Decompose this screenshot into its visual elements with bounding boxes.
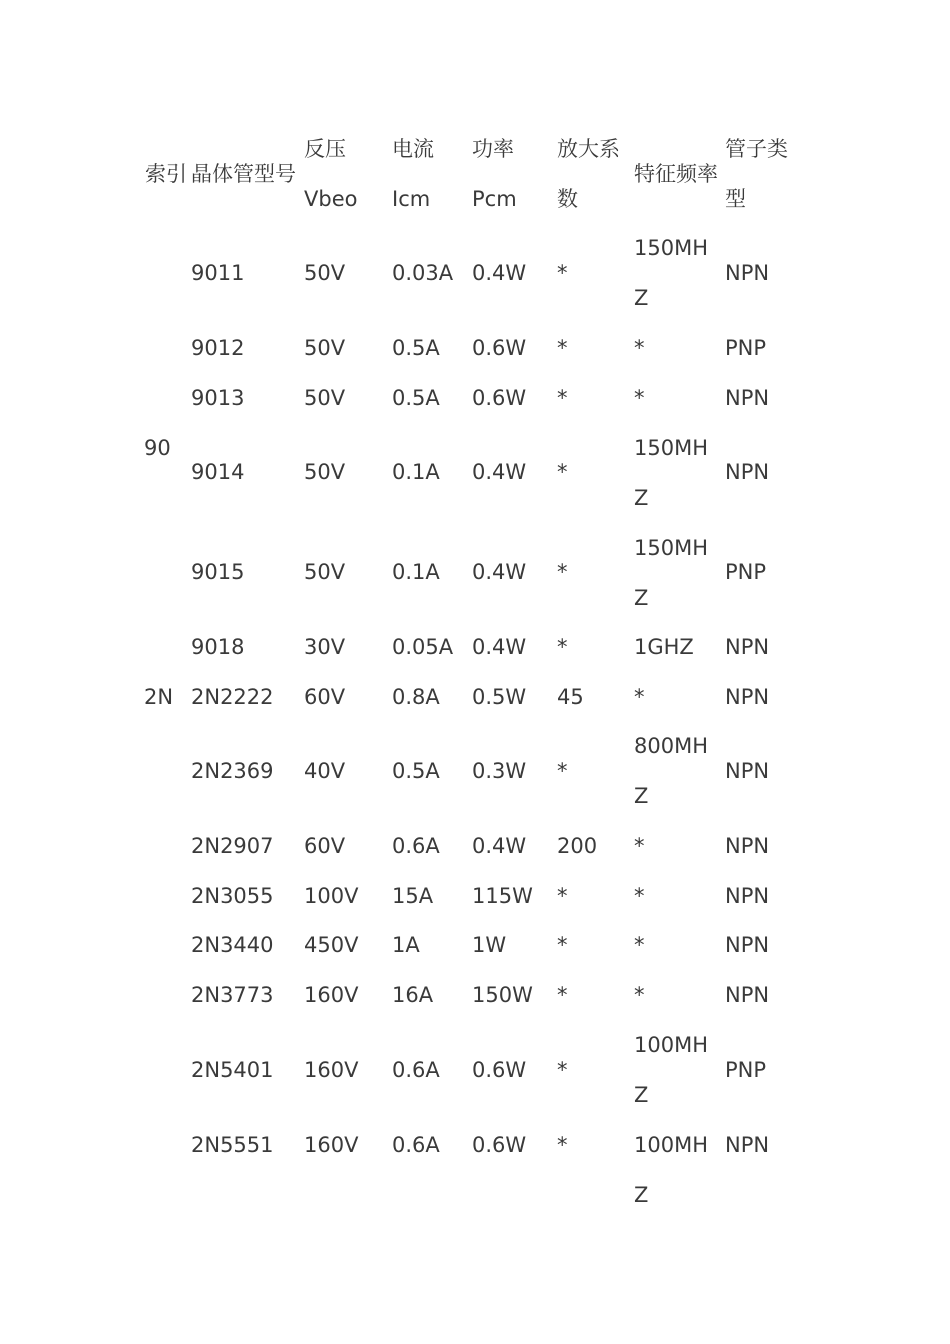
cell-icm: 0.1A	[392, 560, 440, 584]
cell-icm: 0.5A	[392, 386, 440, 410]
header-ft: 特征频率	[634, 162, 718, 186]
cell-type: NPN	[725, 261, 770, 285]
cell-hfe: *	[557, 261, 568, 285]
cell-pcm: 115W	[472, 884, 533, 908]
table-row	[0, 822, 950, 872]
cell-vbeo: 50V	[304, 386, 346, 410]
cell-ft: *	[634, 386, 645, 410]
cell-type: NPN	[725, 635, 770, 659]
group-label-2n: 2N	[144, 685, 174, 709]
cell-model: 2N2907	[191, 834, 274, 858]
cell-ft: *	[634, 884, 645, 908]
cell-pcm: 0.4W	[472, 834, 527, 858]
cell-hfe: *	[557, 933, 568, 957]
header-icm-en: Icm	[392, 187, 431, 211]
cell-hfe: 45	[557, 685, 584, 709]
cell-pcm: 0.6W	[472, 386, 527, 410]
cell-icm: 0.1A	[392, 460, 440, 484]
cell-model: 9013	[191, 386, 245, 410]
cell-model: 9014	[191, 460, 245, 484]
cell-model: 9018	[191, 635, 245, 659]
group-label-90: 90	[144, 436, 171, 460]
cell-vbeo: 160V	[304, 1058, 359, 1082]
cell-vbeo: 160V	[304, 1133, 359, 1157]
cell-type: NPN	[725, 834, 770, 858]
table-row	[0, 921, 950, 971]
cell-ft: 800MHZ	[634, 734, 708, 808]
cell-icm: 0.03A	[392, 261, 454, 285]
cell-icm: 0.6A	[392, 1058, 440, 1082]
cell-icm: 15A	[392, 884, 434, 908]
cell-vbeo: 50V	[304, 460, 346, 484]
cell-icm: 0.6A	[392, 834, 440, 858]
table-row	[0, 374, 950, 424]
cell-type: NPN	[725, 685, 770, 709]
cell-pcm: 1W	[472, 933, 507, 957]
cell-type: NPN	[725, 759, 770, 783]
cell-hfe: *	[557, 460, 568, 484]
cell-model: 2N5551	[191, 1133, 274, 1157]
cell-vbeo: 160V	[304, 983, 359, 1007]
cell-hfe: *	[557, 759, 568, 783]
header-pcm-en: Pcm	[472, 187, 517, 211]
cell-type: NPN	[725, 884, 770, 908]
cell-type: NPN	[725, 983, 770, 1007]
cell-ft: 150MHZ	[634, 436, 708, 510]
cell-type: NPN	[725, 933, 770, 957]
header-pcm-cn: 功率	[472, 137, 514, 161]
cell-vbeo: 60V	[304, 685, 346, 709]
cell-pcm: 0.3W	[472, 759, 527, 783]
cell-hfe: *	[557, 1058, 568, 1082]
cell-ft: *	[634, 336, 645, 360]
table-row	[0, 1021, 950, 1121]
cell-hfe: *	[557, 983, 568, 1007]
cell-hfe: *	[557, 635, 568, 659]
cell-pcm: 0.6W	[472, 1058, 527, 1082]
cell-vbeo: 50V	[304, 336, 346, 360]
cell-pcm: 0.5W	[472, 685, 527, 709]
table-header-row	[0, 125, 950, 225]
table-row	[0, 524, 950, 624]
table-row	[0, 673, 950, 723]
cell-model: 9011	[191, 261, 245, 285]
cell-vbeo: 100V	[304, 884, 359, 908]
header-hfe-line2: 数	[557, 187, 578, 211]
header-type-line1: 管子类	[725, 137, 788, 161]
cell-pcm: 150W	[472, 983, 533, 1007]
cell-model: 9015	[191, 560, 245, 584]
header-index: 索引	[145, 162, 187, 186]
cell-hfe: *	[557, 560, 568, 584]
cell-ft: *	[634, 983, 645, 1007]
cell-ft: *	[634, 834, 645, 858]
cell-model: 2N2369	[191, 759, 274, 783]
header-hfe-line1: 放大系	[557, 137, 620, 161]
table-row	[0, 971, 950, 1021]
header-vbeo-en: Vbeo	[304, 187, 358, 211]
cell-icm: 0.5A	[392, 759, 440, 783]
cell-ft: 1GHZ	[634, 635, 694, 659]
cell-model: 9012	[191, 336, 245, 360]
cell-model: 2N3773	[191, 983, 274, 1007]
cell-vbeo: 450V	[304, 933, 359, 957]
header-vbeo-cn: 反压	[304, 137, 346, 161]
cell-model: 2N2222	[191, 685, 274, 709]
cell-type: PNP	[725, 336, 767, 360]
cell-ft: *	[634, 933, 645, 957]
table-row	[0, 324, 950, 374]
cell-pcm: 0.4W	[472, 635, 527, 659]
cell-icm: 0.6A	[392, 1133, 440, 1157]
header-icm-cn: 电流	[392, 137, 434, 161]
cell-model: 2N3440	[191, 933, 274, 957]
cell-pcm: 0.6W	[472, 336, 527, 360]
cell-pcm: 0.4W	[472, 460, 527, 484]
cell-hfe: *	[557, 884, 568, 908]
cell-vbeo: 50V	[304, 560, 346, 584]
header-type-line2: 型	[725, 187, 746, 211]
table-row	[0, 722, 950, 822]
cell-model: 2N3055	[191, 884, 274, 908]
cell-icm: 0.05A	[392, 635, 454, 659]
cell-vbeo: 50V	[304, 261, 346, 285]
header-model: 晶体管型号	[191, 162, 296, 186]
table-row	[0, 424, 950, 524]
cell-pcm: 0.6W	[472, 1133, 527, 1157]
cell-ft: *	[634, 685, 645, 709]
cell-icm: 16A	[392, 983, 434, 1007]
cell-icm: 0.5A	[392, 336, 440, 360]
cell-type: NPN	[725, 1133, 770, 1157]
cell-hfe: *	[557, 386, 568, 410]
cell-pcm: 0.4W	[472, 560, 527, 584]
cell-pcm: 0.4W	[472, 261, 527, 285]
cell-vbeo: 40V	[304, 759, 346, 783]
cell-vbeo: 30V	[304, 635, 346, 659]
cell-vbeo: 60V	[304, 834, 346, 858]
cell-icm: 1A	[392, 933, 420, 957]
cell-ft: 100MHZ	[634, 1033, 708, 1107]
cell-type: PNP	[725, 1058, 767, 1082]
cell-icm: 0.8A	[392, 685, 440, 709]
cell-ft: 150MHZ	[634, 536, 708, 610]
cell-hfe: *	[557, 1133, 568, 1157]
table-row	[0, 1121, 950, 1221]
table-row	[0, 872, 950, 922]
cell-model: 2N5401	[191, 1058, 274, 1082]
cell-hfe: 200	[557, 834, 598, 858]
cell-type: PNP	[725, 560, 767, 584]
cell-hfe: *	[557, 336, 568, 360]
cell-ft: 100MHZ	[634, 1133, 708, 1207]
cell-ft: 150MHZ	[634, 236, 708, 310]
cell-type: NPN	[725, 386, 770, 410]
cell-type: NPN	[725, 460, 770, 484]
table-row	[0, 224, 950, 324]
table-row	[0, 623, 950, 673]
